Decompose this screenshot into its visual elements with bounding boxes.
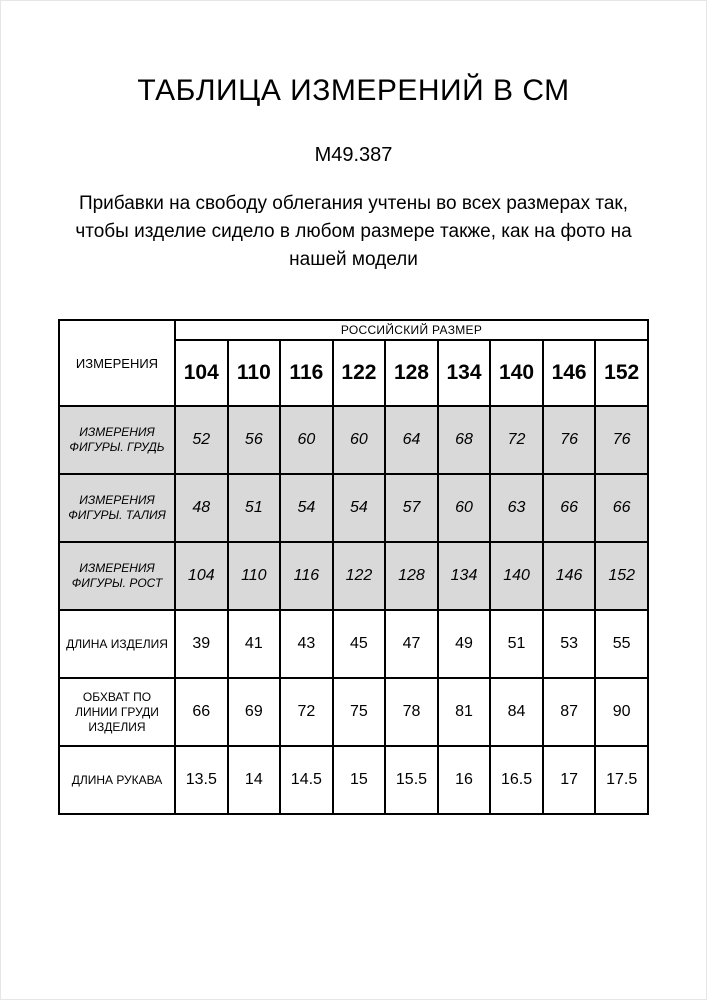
value-cell: 52 xyxy=(175,406,228,474)
value-cell: 134 xyxy=(438,542,491,610)
value-cell: 64 xyxy=(385,406,438,474)
value-cell: 110 xyxy=(228,542,281,610)
value-cell: 15.5 xyxy=(385,746,438,814)
value-cell: 72 xyxy=(280,678,333,746)
value-cell: 128 xyxy=(385,542,438,610)
value-cell: 122 xyxy=(333,542,386,610)
value-cell: 72 xyxy=(490,406,543,474)
value-cell: 54 xyxy=(280,474,333,542)
value-cell: 55 xyxy=(595,610,648,678)
value-cell: 66 xyxy=(175,678,228,746)
value-cell: 13.5 xyxy=(175,746,228,814)
value-cell: 140 xyxy=(490,542,543,610)
corner-header-cell: ИЗМЕРЕНИЯ xyxy=(59,320,175,406)
size-header-cell: 122 xyxy=(333,340,386,406)
table-row xyxy=(59,474,648,542)
value-cell: 17.5 xyxy=(595,746,648,814)
value-cell: 51 xyxy=(228,474,281,542)
row-label: ИЗМЕРЕНИЯ ФИГУРЫ. ГРУДЬ xyxy=(59,406,175,474)
page-title: ТАБЛИЦА ИЗМЕРЕНИЙ В СМ xyxy=(137,74,570,107)
value-cell: 76 xyxy=(543,406,596,474)
value-cell: 54 xyxy=(333,474,386,542)
size-header-cell: 152 xyxy=(595,340,648,406)
size-header-cell: 128 xyxy=(385,340,438,406)
value-cell: 48 xyxy=(175,474,228,542)
value-cell: 78 xyxy=(385,678,438,746)
value-cell: 60 xyxy=(438,474,491,542)
value-cell: 69 xyxy=(228,678,281,746)
value-cell: 90 xyxy=(595,678,648,746)
value-cell: 47 xyxy=(385,610,438,678)
value-cell: 49 xyxy=(438,610,491,678)
value-cell: 51 xyxy=(490,610,543,678)
size-header-cell: 134 xyxy=(438,340,491,406)
value-cell: 41 xyxy=(228,610,281,678)
group-header-cell: РОССИЙСКИЙ РАЗМЕР xyxy=(175,320,648,340)
value-cell: 63 xyxy=(490,474,543,542)
value-cell: 14.5 xyxy=(280,746,333,814)
value-cell: 17 xyxy=(543,746,596,814)
size-header-cell: 110 xyxy=(228,340,281,406)
fit-note-line: чтобы изделие сидело в любом размере также, как на фото на xyxy=(75,221,632,242)
table-row xyxy=(59,746,648,814)
size-header-cell: 146 xyxy=(543,340,596,406)
value-cell: 104 xyxy=(175,542,228,610)
fit-note-line: Прибавки на свободу облегания учтены во всех размерах так, xyxy=(78,193,629,214)
value-cell: 68 xyxy=(438,406,491,474)
group-header-row xyxy=(59,320,648,340)
value-cell: 16 xyxy=(438,746,491,814)
value-cell: 76 xyxy=(595,406,648,474)
value-cell: 146 xyxy=(543,542,596,610)
table-row xyxy=(59,678,648,746)
value-cell: 14 xyxy=(228,746,281,814)
row-label: ИЗМЕРЕНИЯ ФИГУРЫ. ТАЛИЯ xyxy=(59,474,175,542)
value-cell: 66 xyxy=(595,474,648,542)
value-cell: 116 xyxy=(280,542,333,610)
model-code: М49.387 xyxy=(314,144,393,166)
value-cell: 39 xyxy=(175,610,228,678)
table-row xyxy=(59,542,648,610)
value-cell: 66 xyxy=(543,474,596,542)
value-cell: 43 xyxy=(280,610,333,678)
size-header-cell: 104 xyxy=(175,340,228,406)
value-cell: 75 xyxy=(333,678,386,746)
value-cell: 16.5 xyxy=(490,746,543,814)
value-cell: 56 xyxy=(228,406,281,474)
size-header-cell: 116 xyxy=(280,340,333,406)
value-cell: 45 xyxy=(333,610,386,678)
value-cell: 84 xyxy=(490,678,543,746)
fit-note xyxy=(1,190,706,274)
value-cell: 15 xyxy=(333,746,386,814)
table-row xyxy=(59,406,648,474)
size-table xyxy=(58,319,649,815)
value-cell: 87 xyxy=(543,678,596,746)
value-cell: 81 xyxy=(438,678,491,746)
value-cell: 53 xyxy=(543,610,596,678)
row-label: ДЛИНА РУКАВА xyxy=(59,746,175,814)
row-label: ОБХВАТ ПО ЛИНИИ ГРУДИ ИЗДЕЛИЯ xyxy=(59,678,175,746)
table-row xyxy=(59,610,648,678)
row-label: ДЛИНА ИЗДЕЛИЯ xyxy=(59,610,175,678)
size-header-cell: 140 xyxy=(490,340,543,406)
fit-note-line: нашей модели xyxy=(289,249,418,270)
table-body xyxy=(59,320,648,814)
value-cell: 152 xyxy=(595,542,648,610)
value-cell: 60 xyxy=(280,406,333,474)
value-cell: 60 xyxy=(333,406,386,474)
value-cell: 57 xyxy=(385,474,438,542)
row-label: ИЗМЕРЕНИЯ ФИГУРЫ. РОСТ xyxy=(59,542,175,610)
